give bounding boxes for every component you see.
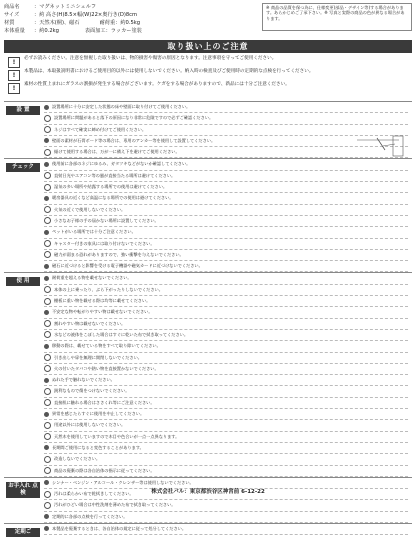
warning-icon: ! [8, 83, 20, 94]
caution-section [4, 101, 412, 158]
caution-text: 天然木を使用していますので木目や色合いが一点一点異なります。 [54, 433, 180, 439]
caution-icon [44, 162, 49, 167]
caution-item [44, 113, 408, 124]
general-notes [4, 56, 412, 95]
caution-icon [44, 378, 49, 383]
caution-icon [44, 354, 51, 361]
section-items [44, 478, 408, 523]
caution-text: 引き出しや扉を無理に開閉しないでください。 [54, 354, 142, 360]
section-label-text: チェック [6, 163, 40, 172]
section-label [4, 524, 42, 535]
caution-text: キャスター付きの家具には取り付けないでください。 [54, 240, 155, 246]
caution-text: 割れやすい物は載せないでください。 [54, 320, 126, 326]
caution-item [44, 386, 408, 397]
caution-icon [44, 456, 51, 463]
caution-text: 移動の際は、載せている物をすべて取り除いてください。 [52, 343, 161, 349]
caution-item [44, 125, 408, 136]
caution-icon [44, 514, 49, 519]
caution-icon [44, 138, 49, 143]
caution-icon [44, 286, 51, 293]
caution-item [44, 364, 408, 375]
caution-item [44, 171, 408, 182]
caution-text: 鋭利なもので傷をつけないでください。 [54, 388, 130, 394]
caution-text: 直接肌に触れる場合はささくれ等にご注意ください。 [54, 399, 155, 405]
caution-item [44, 420, 408, 431]
section-items [44, 102, 408, 158]
caution-icon [44, 276, 49, 281]
section-items [44, 524, 408, 535]
caution-item [44, 512, 408, 523]
caution-item [44, 375, 408, 386]
caution-text: 不安定な物や転がりやすい物は載せないでください。 [52, 309, 153, 315]
caution-item [44, 319, 408, 330]
caution-item [44, 147, 408, 158]
caution-icon [44, 344, 49, 349]
caution-item [44, 261, 408, 272]
caution-item [44, 216, 408, 227]
caution-item [44, 285, 408, 296]
caution-item [44, 454, 408, 465]
caution-item [44, 500, 408, 511]
caution-item [44, 524, 408, 535]
caution-text: ぬれた手で触れないでください。 [52, 377, 115, 383]
caution-icon [44, 310, 49, 315]
caution-text: ネジはすべて確実に締め付けてご使用ください。 [54, 126, 147, 132]
section-label [4, 102, 42, 158]
caution-icon [44, 172, 51, 179]
page-title: 取り扱い上のご注意 [4, 40, 412, 53]
caution-icon [44, 184, 51, 191]
caution-text: 小さなお子様の手の届かない場所に設置してください。 [54, 217, 159, 223]
caution-text: 設置場所に十分に安定した状態の床や壁面に取り付けてご使用ください。 [52, 104, 191, 109]
caution-icon [44, 320, 51, 327]
caution-item [44, 102, 408, 113]
warning-icon: ! [8, 57, 20, 68]
spec-row: サイズ ：約 高さ(H)8.5×幅(W)22×奥行き(D)8cm [4, 12, 138, 18]
caution-section [4, 523, 412, 535]
spec-block [4, 3, 254, 35]
note-row: ! 本製品は、本取扱説明書におけるご使用目的以外には使用しないでください。納入時の検査及びご使用時の定期的な点検を行ってください。 [4, 69, 412, 80]
caution-item [44, 409, 408, 420]
caution-item [44, 353, 408, 364]
caution-icon [44, 526, 49, 531]
disclaimer-box: ※ 商品の品質を保つ為に、仕様変更(部品・デザイン等)する場合があります。あらかじめご了承下さい。※ 写真と実際の商品の色が異なる場合があります。 [262, 3, 412, 31]
caution-item [44, 443, 408, 454]
caution-icon [44, 264, 49, 269]
caution-text: 商品の廃棄の際は各自治体の指示に従ってください。 [54, 467, 155, 473]
caution-item [44, 193, 408, 204]
spec-row: 材質 ：天然木(桐)、磁石 耐荷重：約0.5kg [4, 20, 141, 26]
caution-item [44, 250, 408, 261]
caution-section [4, 272, 412, 476]
caution-icon [44, 331, 51, 338]
caution-text: 異常を感じたらすぐに使用を中止してください。 [52, 411, 145, 417]
caution-icon [44, 298, 51, 305]
caution-item [44, 159, 408, 170]
caution-item [44, 205, 408, 216]
caution-icon [44, 399, 51, 406]
caution-item [44, 227, 408, 238]
caution-text: 使用前に各部のネジにゆるみ、ガタツキなどがないか確認してください。 [52, 161, 191, 167]
caution-icon [44, 480, 49, 485]
caution-icon [44, 240, 51, 247]
section-label [4, 478, 42, 523]
caution-item [44, 341, 408, 352]
caution-text: 棚板に重い物を載せる際は均等に載せてください。 [54, 298, 151, 304]
caution-icon [44, 149, 51, 156]
caution-icon [44, 422, 51, 429]
caution-text: 火気の近くで使用しないでください。 [54, 206, 126, 212]
section-label-text: お手入れ 点 検 [6, 482, 40, 498]
caution-icon [44, 365, 51, 372]
caution-icon [44, 105, 49, 110]
caution-item [44, 182, 408, 193]
caution-text: 汚れは柔らかい布で乾拭きしてください。 [54, 491, 134, 497]
caution-text: 設置場所に問題があると落下の原因になり非常に危険ですので必ずご確認ください。 [54, 115, 214, 121]
installation-illustration [355, 132, 407, 162]
caution-text: 水などの液体をこぼした場合はすぐに乾いた布で拭き取ってください。 [54, 331, 189, 337]
caution-item [44, 466, 408, 477]
caution-icon [44, 433, 51, 440]
caution-text: 暖房器具の近くなど高温になる場所での使用は避けてください。 [52, 195, 174, 201]
caution-item [44, 239, 408, 250]
spec-row: 商品名 ：マグネットミニシェルフ [4, 4, 97, 10]
caution-item [44, 136, 408, 147]
caution-item [44, 307, 408, 318]
caution-icon [44, 126, 51, 133]
caution-text: シンナー・ベンジン・アルコール・クレンザー等は使用しないでください。 [52, 479, 194, 485]
caution-icon [44, 196, 49, 201]
caution-item [44, 296, 408, 307]
caution-text: 改造しないでください。 [54, 456, 101, 462]
caution-icon [44, 206, 51, 213]
caution-text: 汚れがひどい場合は中性洗剤を薄めた布で拭き取ってください。 [54, 502, 176, 508]
caution-text: 用途以外には使用しないでください。 [54, 422, 126, 428]
section-label [4, 159, 42, 272]
caution-sections [4, 101, 412, 535]
caution-icon [44, 445, 49, 450]
caution-text: 傾けて使用する場合は、万が一に備え下を避けてご使用ください。 [54, 149, 180, 155]
caution-icon [44, 467, 51, 474]
warning-icon: ! [8, 70, 20, 81]
caution-text: 壁面の素材が石膏ボード等の場合は、専用のアンカー等を使用して設置してください。 [52, 137, 216, 143]
caution-icon [44, 388, 51, 395]
caution-text: 磁力が弱まる恐れがありますので、強い衝撃を与えないでください。 [54, 251, 184, 257]
caution-text: 湿気の多い場所や結露する場所での使用は避けてください。 [54, 184, 168, 190]
caution-text: 長期間ご使用になると変色することがあります。 [52, 444, 144, 450]
caution-section [4, 477, 412, 523]
caution-text: ペットがいる場所では十分ご注意ください。 [52, 229, 136, 235]
section-items [44, 159, 408, 272]
caution-text: 磁石に近づけると影響を受ける電子機器や磁気カードに近づけないでください。 [52, 263, 203, 269]
note-row: ! 必ずお読みください。注意を無視した取り扱いは、物的損害や傷害の原因となります。注意事項を守ってご使用ください。 [4, 56, 412, 67]
caution-text: 耐荷重を超える物を載せないでください。 [52, 275, 132, 281]
section-label [4, 273, 42, 476]
caution-text: 本体の上に乗ったり、ぶら下がったりしないでください。 [54, 286, 163, 292]
caution-section [4, 158, 412, 272]
caution-icon [44, 115, 51, 122]
company-footer: 株式会社パル：東京都渋谷区神宮前 6-12-22 [151, 489, 265, 495]
caution-text: 定期的に各部の点検を行ってください。 [52, 513, 128, 519]
section-label-text: 定期ご [6, 528, 40, 537]
caution-icon [44, 412, 49, 417]
caution-text: 本製品を廃棄するときは、各自治体の規定に従って処分してください。 [52, 525, 187, 531]
section-items [44, 273, 408, 476]
caution-icon [44, 251, 51, 258]
caution-item [44, 273, 408, 284]
caution-item [44, 398, 408, 409]
caution-icon [44, 502, 51, 509]
note-row: ! 素材の性質上まれにガラスの割損が発生する場合がございます。ケガをする場合がありますので、新品には十分ご注意ください。 [4, 82, 412, 93]
section-label-text: 使 用 [6, 277, 40, 286]
caution-item [44, 330, 408, 341]
caution-icon [44, 217, 51, 224]
caution-item [44, 432, 408, 443]
caution-text: 火の付いたタバコや熱い物を直接置かないでください。 [54, 365, 159, 371]
caution-text: 直射日光やエアコン等の風が直接当たる場所は避けてください。 [54, 172, 176, 178]
caution-icon [44, 230, 49, 235]
section-label-text: 設 置 [6, 106, 40, 115]
spec-row: 本体重量 ：約0.2kg 表面加工：ラッカー塗装 [4, 28, 142, 34]
